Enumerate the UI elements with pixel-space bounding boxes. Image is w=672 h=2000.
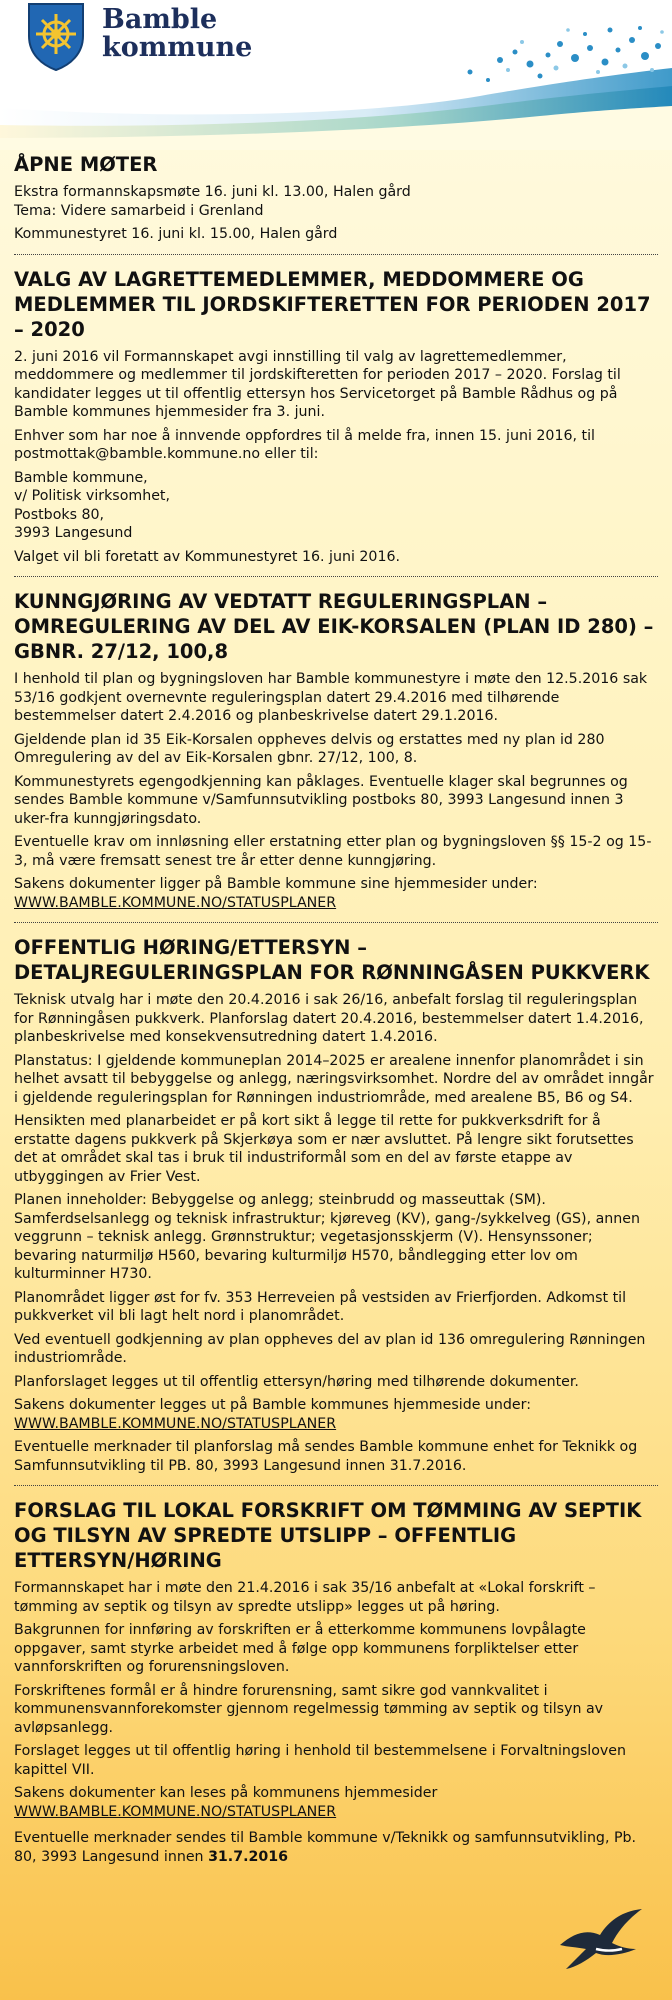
paragraph bbox=[14, 1829, 658, 1866]
paragraph: Sakens dokumenter legges ut på Bamble kommunes hjemmeside under: bbox=[14, 1397, 532, 1413]
seagull-icon bbox=[556, 1905, 646, 1975]
section-title: VALG AV LAGRETTEMEDLEMMER, MEDDOMMERE OG MEDLEMMER TIL JORDSKIFTERETTEN FOR PERIODEN 2017 – 2020 bbox=[14, 267, 651, 341]
divider bbox=[14, 576, 658, 577]
header-wave-graphic bbox=[0, 0, 672, 150]
divider bbox=[14, 254, 658, 255]
paragraph: Teknisk utvalg har i møte den 20.4.2016 i sak 26/16, anbefalt forslag til reguleringsplan for Rønningåsen pukkverk. Planforslag datert 20.4.2016, bestemmelser datert 1.4.2016, planbeskrivelse med konsekvensutredning datert 1.4.2016. bbox=[14, 992, 644, 1045]
statusplaner-link[interactable]: WWW.BAMBLE.KOMMUNE.NO/STATUSPLANER bbox=[14, 1415, 337, 1432]
statusplaner-link[interactable]: WWW.BAMBLE.KOMMUNE.NO/STATUSPLANER bbox=[14, 1803, 337, 1820]
address-line: Postboks 80, bbox=[14, 506, 105, 523]
section-zoning-plan bbox=[14, 589, 658, 912]
section-title: KUNNGJØRING AV VEDTATT REGULERINGSPLAN – OMREGULERING AV DEL AV EIK-KORSALEN (PLAN ID 280) – GBNR. 27/12, 100,8 bbox=[14, 590, 654, 663]
section-open-meetings bbox=[14, 152, 658, 244]
paragraph: Eventuelle merknader til planforslag må sendes Bamble kommune enhet for Teknikk og Samfunnsutvikling til PB. 80, 3993 Langesund innen 31.7.2016. bbox=[14, 1439, 638, 1474]
paragraph: Tema: Videre samarbeid i Grenland bbox=[14, 202, 264, 219]
paragraph: Forskriftenes formål er å hindre forurensning, samt sikre god vannkvalitet i kommunensvannforekomster gjennom regelmessig tømming av septik og tilsyn av avløpsanlegg. bbox=[14, 1682, 604, 1736]
paragraph: Valget vil bli foretatt av Kommunestyret 16. juni 2016. bbox=[14, 548, 401, 565]
divider bbox=[14, 922, 658, 923]
org-logo-text bbox=[102, 6, 252, 62]
coat-of-arms-icon bbox=[26, 2, 86, 72]
paragraph: Kommunestyret 16. juni kl. 15.00, Halen gård bbox=[14, 226, 338, 242]
paragraph: Enhver som har noe å innvende oppfordres til å melde fra, innen 15. juni 2016, til postmottak@bamble.kommune.no eller til: bbox=[14, 427, 595, 462]
paragraph: Hensikten med planarbeidet er på kort sikt å legge til rette for pukkverksdrift for å erstatte dagens pukkverk på Skjerkøya som er nær avsluttet. På lengre sikt forutsettes det at området skal tas i bruk til industriformål som en del av første etappe av utbyggingen av Frier Vest. bbox=[14, 1113, 634, 1185]
postal-address bbox=[14, 469, 658, 543]
org-name-line1: Bamble bbox=[102, 4, 218, 35]
paragraph: Forslaget legges ut til offentlig høring i henhold til bestemmelsene i Forvaltningsloven kapittel VII. bbox=[14, 1743, 627, 1778]
paragraph: Kommunestyrets egengodkjenning kan påklages. Eventuelle klager skal begrunnes og sendes Bamble kommune v/Samfunnsutvikling postboks 80, 3993 Langesund innen 3 uker-fra kunngjøringsdato. bbox=[14, 773, 628, 827]
statusplaner-link[interactable]: WWW.BAMBLE.KOMMUNE.NO/STATUSPLANER bbox=[14, 894, 337, 911]
announcements-content bbox=[14, 152, 658, 1871]
section-title: OFFENTLIG HØRING/ETTERSYN – DETALJREGULERINGSPLAN FOR RØNNINGÅSEN PUKKVERK bbox=[14, 936, 650, 984]
section-election bbox=[14, 267, 658, 567]
paragraph: Ved eventuell godkjenning av plan oppheves del av plan id 136 omregulering Rønningen industriområde. bbox=[14, 1331, 646, 1366]
paragraph: Sakens dokumenter ligger på Bamble kommune sine hjemmesider under: bbox=[14, 876, 538, 892]
deadline-date: 31.7.2016 bbox=[208, 1848, 288, 1865]
paragraph: Gjeldende plan id 35 Eik-Korsalen oppheves delvis og erstattes med ny plan id 280 Omregulering av del av Eik-Korsalen gbnr. 27/12, 100, 8. bbox=[14, 731, 605, 766]
paragraph: 2. juni 2016 vil Formannskapet avgi innstilling til valg av lagrettemedlemmer, meddommere og medlemmer til jordskifteretten for perioden 2017 – 2020. Forslag til kandidater legges ut til offentlig ettersyn hos Servicetorget på Bamble Rådhus og på Bamble kommunes hjemmesider fra 3. juni. bbox=[14, 348, 621, 420]
paragraph: I henhold til plan og bygningsloven har Bamble kommunestyre i møte den 12.5.2016 sak 53/16 godkjent overnevnte reguleringsplan datert 29.4.2016 med tilhørende bestemmelser datert 2.4.2016 og planbeskrivelse datert 29.1.2016. bbox=[14, 671, 648, 724]
paragraph: Sakens dokumenter kan leses på kommunens hjemmesider bbox=[14, 1785, 438, 1801]
paragraph: Planstatus: I gjeldende kommuneplan 2014–2025 er arealene innenfor planområdet i sin helhet avsatt til bebyggelse og anlegg, næringsvirksomhet. Nordre del av området inngår i gjeldende reguleringsplan for Rønningen industriområde, med arealene B5, B6 og S4. bbox=[14, 1052, 654, 1106]
paragraph: Planen inneholder: Bebyggelse og anlegg; steinbrudd og masseuttak (SM). Samferdselsanlegg og teknisk infrastruktur; kjøreveg (KV), gang-/sykkelveg (GS), annen veggrunn – teknisk anlegg. Grønnstruktur; vegetasjonsskjerm (V). Hensynssoner; bevaring naturmiljø H560, bevaring kulturmiljø H570, båndlegging etter lov om kulturminner H730. bbox=[14, 1192, 640, 1282]
address-line: Bamble kommune, bbox=[14, 469, 148, 486]
paragraph: Planområdet ligger øst for fv. 353 Herreveien på vestsiden av Frierfjorden. Adkomst til pukkverket vil bli lagt helt nord i planområdet. bbox=[14, 1289, 627, 1324]
section-title: FORSLAG TIL LOKAL FORSKRIFT OM TØMMING AV SEPTIK OG TILSYN AV SPREDTE UTSLIPP – OFFENTLIG ETTERSYN/HØRING bbox=[14, 1499, 642, 1572]
paragraph: Bakgrunnen for innføring av forskriften er å etterkomme kommunens lovpålagte oppgaver, samt styrke arbeidet med å følge opp kommunens forpliktelser etter vannforskriften og forurensningsloven. bbox=[14, 1622, 586, 1675]
address-line: v/ Politisk virksomhet, bbox=[14, 488, 170, 504]
paragraph: Formannskapet har i møte den 21.4.2016 i sak 35/16 anbefalt at «Lokal forskrift – tømming av septik og tilsyn av spredte utslipp» legges ut på høring. bbox=[14, 1580, 596, 1615]
address-line: 3993 Langesund bbox=[14, 525, 133, 541]
org-name-line2: kommune bbox=[102, 32, 253, 63]
paragraph: Eventuelle krav om innløsning eller erstatning etter plan og bygningsloven §§ 15-2 og 15-3, må være fremsatt senest tre år etter denne kunngjøring. bbox=[14, 834, 652, 869]
section-public-hearing-quarry bbox=[14, 935, 658, 1475]
section-title: ÅPNE MØTER bbox=[14, 153, 158, 176]
paragraph: Ekstra formannskapsmøte 16. juni kl. 13.00, Halen gård bbox=[14, 184, 411, 200]
paragraph: Planforslaget legges ut til offentlig ettersyn/høring med tilhørende dokumenter. bbox=[14, 1373, 579, 1390]
page-header bbox=[0, 0, 672, 150]
section-septic-regulation bbox=[14, 1498, 658, 1866]
divider bbox=[14, 1485, 658, 1486]
deadline-text: Eventuelle merknader sendes til Bamble kommune v/Teknikk og samfunnsutvikling, Pb. 80, 3993 Langesund innen bbox=[14, 1830, 637, 1865]
